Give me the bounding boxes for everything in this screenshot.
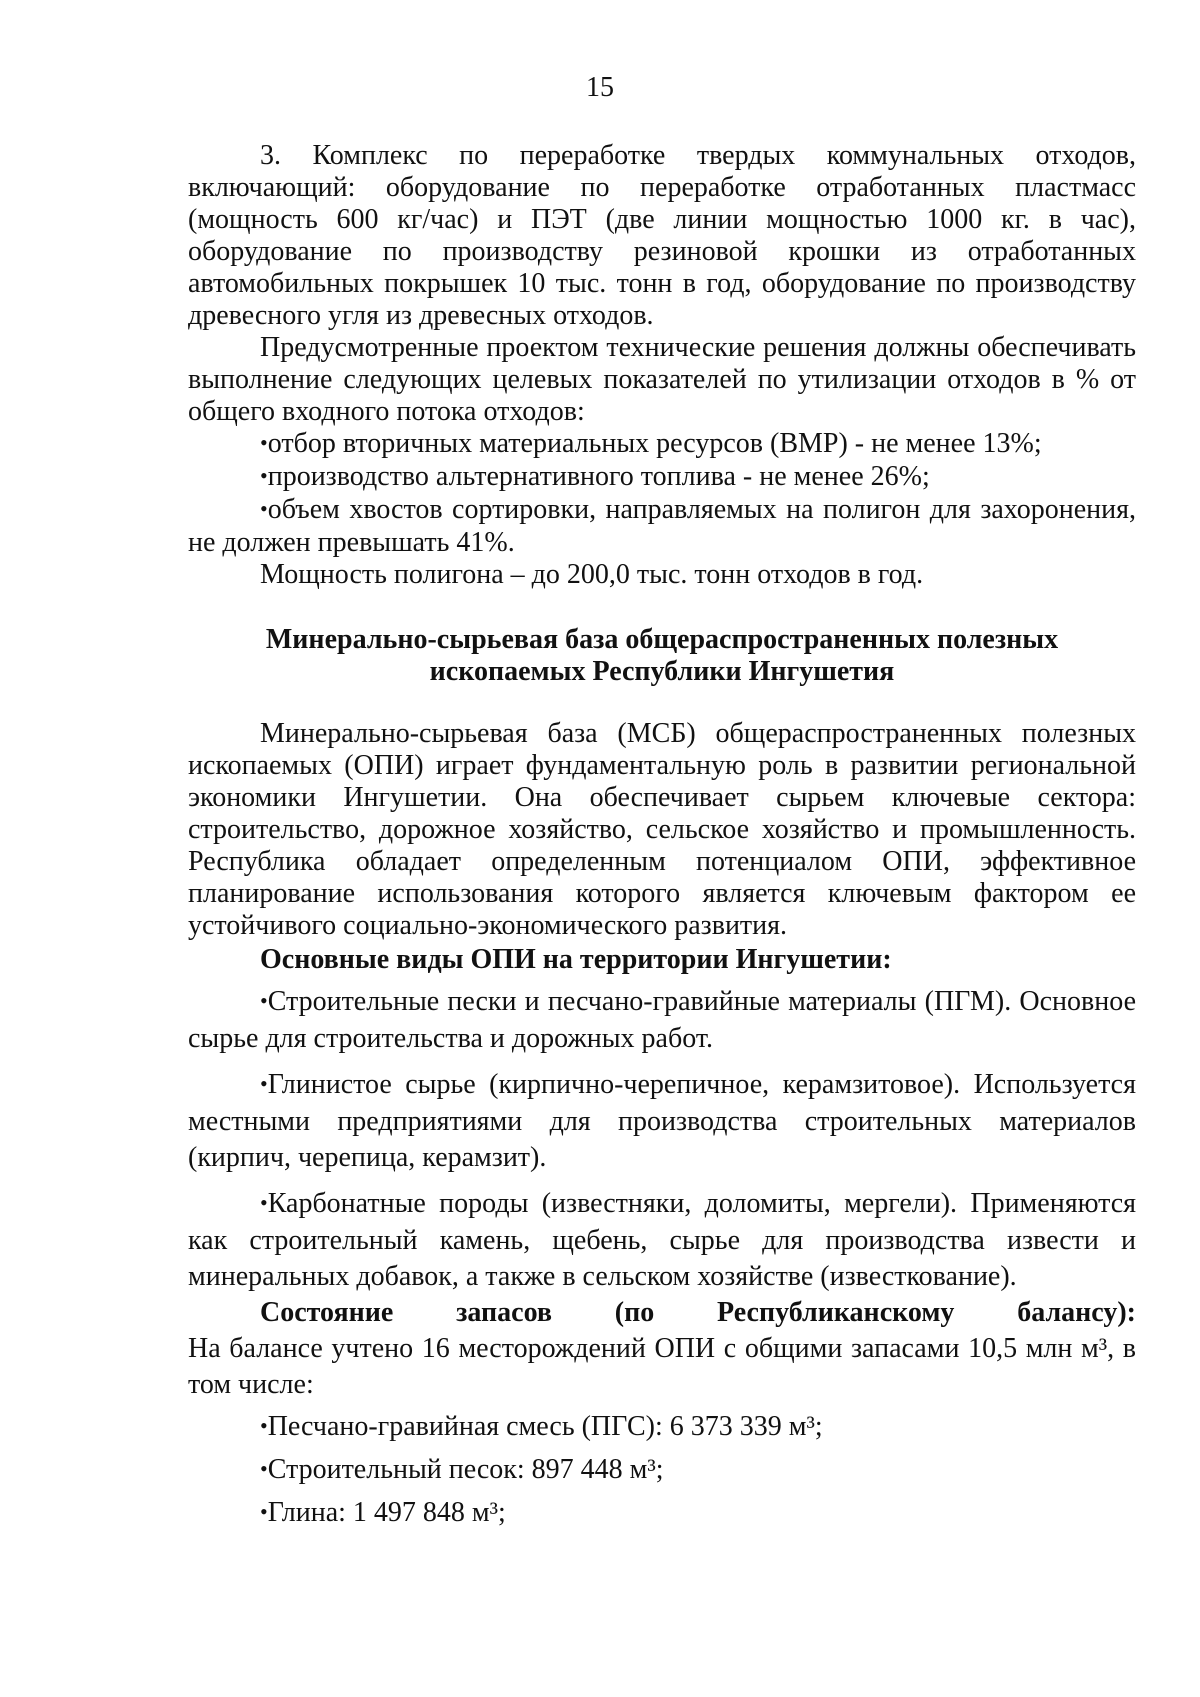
heading-line-2: ископаемых Республики Ингушетия xyxy=(429,656,895,687)
paragraph-msb: Минерально-сырьевая база (МСБ) общераспространенных полезных ископаемых (ОПИ) играет фундаментальную роль в развитии региональной экономики Ингушетии. Она обеспечивает сырьем ключевые сектора: строительство, дорожное хозяйство, сельское хозяйство и промышленность. Республика обладает определенным потенциалом ОПИ, эффективное планирование использования которого является ключевым фактором ее устойчивого социально-экономического развития. xyxy=(188,718,1136,941)
list-item: •Карбонатные породы (известняки, доломиты, мергели). Применяются как строительный камень, щебень, сырье для производства извести и минеральных добавок, а также в сельском хозяйстве (известкование). xyxy=(188,1188,1136,1292)
list-item: •Глина: 1 497 848 м³; xyxy=(260,1497,506,1528)
bullet-icon: • xyxy=(260,496,268,521)
subheading-types: Основные виды ОПИ на территории Ингушетии: xyxy=(260,944,892,975)
list-item: •Глинистое сырье (кирпично-черепичное, керамзитовое). Используется местными предприятиями для производства строительных материалов (кирпич, черепица, керамзит). xyxy=(188,1069,1136,1173)
bullet-icon: • xyxy=(260,1456,268,1481)
bullet-icon: • xyxy=(260,988,268,1013)
paragraph-complex: 3. Комплекс по переработке твердых коммунальных отходов, включающий: оборудование по переработке отработанных пластмасс (мощность 600 кг/час) и ПЭТ (две линии мощностью 1000 кг. в час), оборудование по производству резиновой крошки из отработанных автомобильных покрышек 10 тыс. тонн в год, оборудование по производству древесного угля из древесных отходов. xyxy=(188,140,1136,331)
paragraph-capacity: Мощность полигона – до 200,0 тыс. тонн отходов в год. xyxy=(260,559,924,590)
bullet-icon: • xyxy=(260,463,268,488)
section-heading xyxy=(188,624,1136,688)
list-item: •Строительные пески и песчано-гравийные материалы (ПГМ). Основное сырье для строительства и дорожных работ. xyxy=(188,986,1136,1054)
bullet-icon: • xyxy=(260,1413,268,1438)
bullet-icon: • xyxy=(260,430,268,455)
page-number: 15 xyxy=(586,72,614,103)
bullet-icon: • xyxy=(260,1071,268,1096)
paragraph-targets: Предусмотренные проектом технические решения должны обеспечивать выполнение следующих целевых показателей по утилизации отходов в % от общего входного потока отходов: xyxy=(188,332,1136,427)
list-item: •производство альтернативного топлива - не менее 26%; xyxy=(260,461,930,492)
heading-line-1: Минерально-сырьевая база общераспространенных полезных xyxy=(265,624,1059,655)
paragraph-reserves: На балансе учтено 16 месторождений ОПИ с общими запасами 10,5 млн м³, в том числе: xyxy=(188,1333,1136,1400)
list-item: •Песчано-гравийная смесь (ПГС): 6 373 339 м³; xyxy=(260,1411,823,1442)
bullet-icon: • xyxy=(260,1190,268,1215)
section-waste-complex xyxy=(188,140,1136,591)
subheading-reserves: Состояние запасов (по Республиканскому балансу): xyxy=(260,1297,1136,1328)
list-item: •отбор вторичных материальных ресурсов (ВМР) - не менее 13%; xyxy=(260,428,1042,459)
section-mineral-base xyxy=(188,718,1136,1532)
list-item: •Строительный песок: 897 448 м³; xyxy=(260,1454,664,1485)
bullet-icon: • xyxy=(260,1499,268,1524)
list-item: •объем хвостов сортировки, направляемых на полигон для захоронения, не должен превышать 41%. xyxy=(188,494,1136,558)
